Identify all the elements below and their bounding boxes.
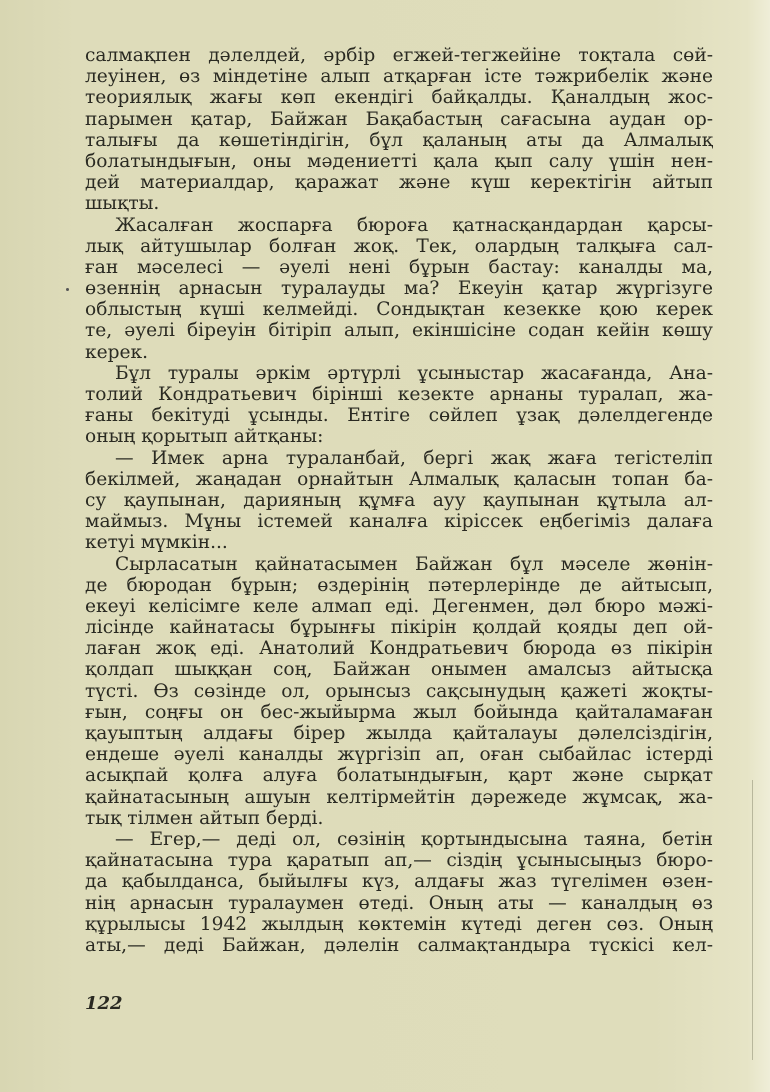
paragraph: [85, 363, 713, 448]
paragraph: [85, 554, 713, 829]
scan-speck: [66, 288, 69, 291]
text-line: аты,— деді Байжан, дәлелін салмақтандыра түскісі кел-: [85, 934, 713, 956]
text-line: парымен қатар, Байжан Бақабастың сағасына аудан ор-: [85, 108, 713, 130]
text-line: асықпай қолға алуға болатындығын, қарт және сырқат: [85, 765, 713, 787]
text-line: түсті. Өз сөзінде ол, орынсыз сақсынудың қажеті жоқты-: [85, 680, 713, 702]
text-line: су қаупынан, дарияның құмға ауу қаупынан құтыла ал-: [85, 489, 713, 511]
paragraph: [85, 45, 713, 215]
text-line: тық тілмен айтып берді.: [85, 807, 324, 829]
text-line: леуінен, өз міндетіне алып атқарған істе тәжрибелік және: [85, 66, 713, 88]
page-edge-line: [752, 780, 753, 1060]
text-line: маймыз. Мұны істемей каналға кіріссек еңбегіміз далаға: [85, 511, 713, 533]
text-line: — Егер,— деді ол, сөзінің қортындысына таяна, бетін: [115, 828, 713, 850]
text-line: салмақпен дәлелдей, әрбір егжей-тегжейіне тоқтала сөй-: [85, 45, 713, 66]
text-line: — Имек арна тураланбай, бергі жақ жаға тегістеліп: [115, 447, 713, 469]
text-line: қайнатасының ашуын келтірмейтін дәрежеде жұмсақ, жа-: [85, 786, 713, 808]
text-line: құрылысы 1942 жылдың көктемін күтеді деген сөз. Оның: [85, 913, 713, 935]
text-line: ғаны бекітуді ұсынды. Ентіге сөйлеп ұзақ дәлелдегенде: [85, 405, 713, 427]
text-line: шықты.: [85, 193, 160, 215]
text-line: лық айтушылар болған жоқ. Тек, олардың талқыға сал-: [85, 235, 713, 257]
text-line: екеуі келісімге келе алмап еді. Дегенмен, дәл бюро мәжі-: [85, 595, 713, 617]
text-line: да қабылданса, быйылғы күз, алдағы жаз түгелімен өзен-: [85, 871, 713, 893]
text-line: толий Кондратьевич бірінші кезекте арнаны туралап, жа-: [85, 384, 713, 405]
text-line: Жасалған жоспарға бюроға қатнасқандардан қарсы-: [115, 214, 713, 236]
text-line: ендеше әуелі каналды жүргізіп ап, оған сыбайлас істерді: [85, 744, 713, 766]
text-line: кетуі мүмкін...: [85, 532, 228, 554]
page-number: 122: [85, 993, 123, 1014]
text-line: Сырласатын қайнатасымен Байжан бұл мәселе жөнін-: [115, 553, 713, 575]
text-line: ған мәселесі — әуелі нені бұрын бастау: каналды ма,: [85, 256, 713, 278]
paragraph: [85, 215, 713, 363]
text-line: бекілмей, жаңадан орнайтын Алмалық қаласын топан ба-: [85, 468, 713, 490]
text-line: талығы да көшетіндігін, бұл қаланың аты да Алмалық: [85, 129, 713, 151]
text-line: қайнатасына тура қаратып ап,— сіздің ұсынысыңыз бюро-: [85, 850, 713, 872]
paragraph: [85, 829, 713, 956]
paragraph: [85, 448, 713, 554]
text-line: те, әуелі біреуін бітіріп алып, екіншісіне содан кейін көшу: [85, 320, 713, 342]
text-line: қолдап шыққан соң, Байжан онымен амалсыз айтысқа: [85, 659, 713, 681]
text-line: лаған жоқ еді. Анатолий Кондратьевич бюрода өз пікірін: [85, 638, 713, 660]
text-line: де бюродан бұрын; өздерінің пәтерлерінде де айтысып,: [85, 574, 713, 596]
text-line: қауыптың алдағы бірер жылда қайталауы дәлелсіздігін,: [85, 723, 713, 744]
text-line: лісінде кайнатасы бұрынғы пікірін қолдай қояды деп ой-: [85, 617, 713, 639]
text-line: теориялық жағы көп екендігі байқалды. Қаналдың жос-: [85, 87, 713, 109]
text-line: дей материалдар, қаражат және күш керектігін айтып: [85, 172, 713, 194]
text-line: облыстың күші келмейді. Сондықтан кезекке қою керек: [85, 299, 713, 321]
text-line: өзеннің арнасын туралауды ма? Екеуін қатар жүргізуге: [85, 278, 713, 300]
body-text: [85, 45, 713, 956]
text-line: оның қорытып айтқаны:: [85, 426, 324, 448]
text-line: ғын, соңғы он бес-жыйырма жыл бойында қайталамаған: [85, 701, 713, 723]
text-line: Бұл туралы әркім әртүрлі ұсыныстар жасағанда, Ана-: [115, 362, 713, 384]
text-line: болатындығын, оны мәдениетті қала қып салу үшін нен-: [85, 150, 713, 172]
text-line: нің арнасын туралаумен өтеді. Оның аты — каналдың өз: [85, 892, 713, 914]
text-line: керек.: [85, 341, 149, 363]
